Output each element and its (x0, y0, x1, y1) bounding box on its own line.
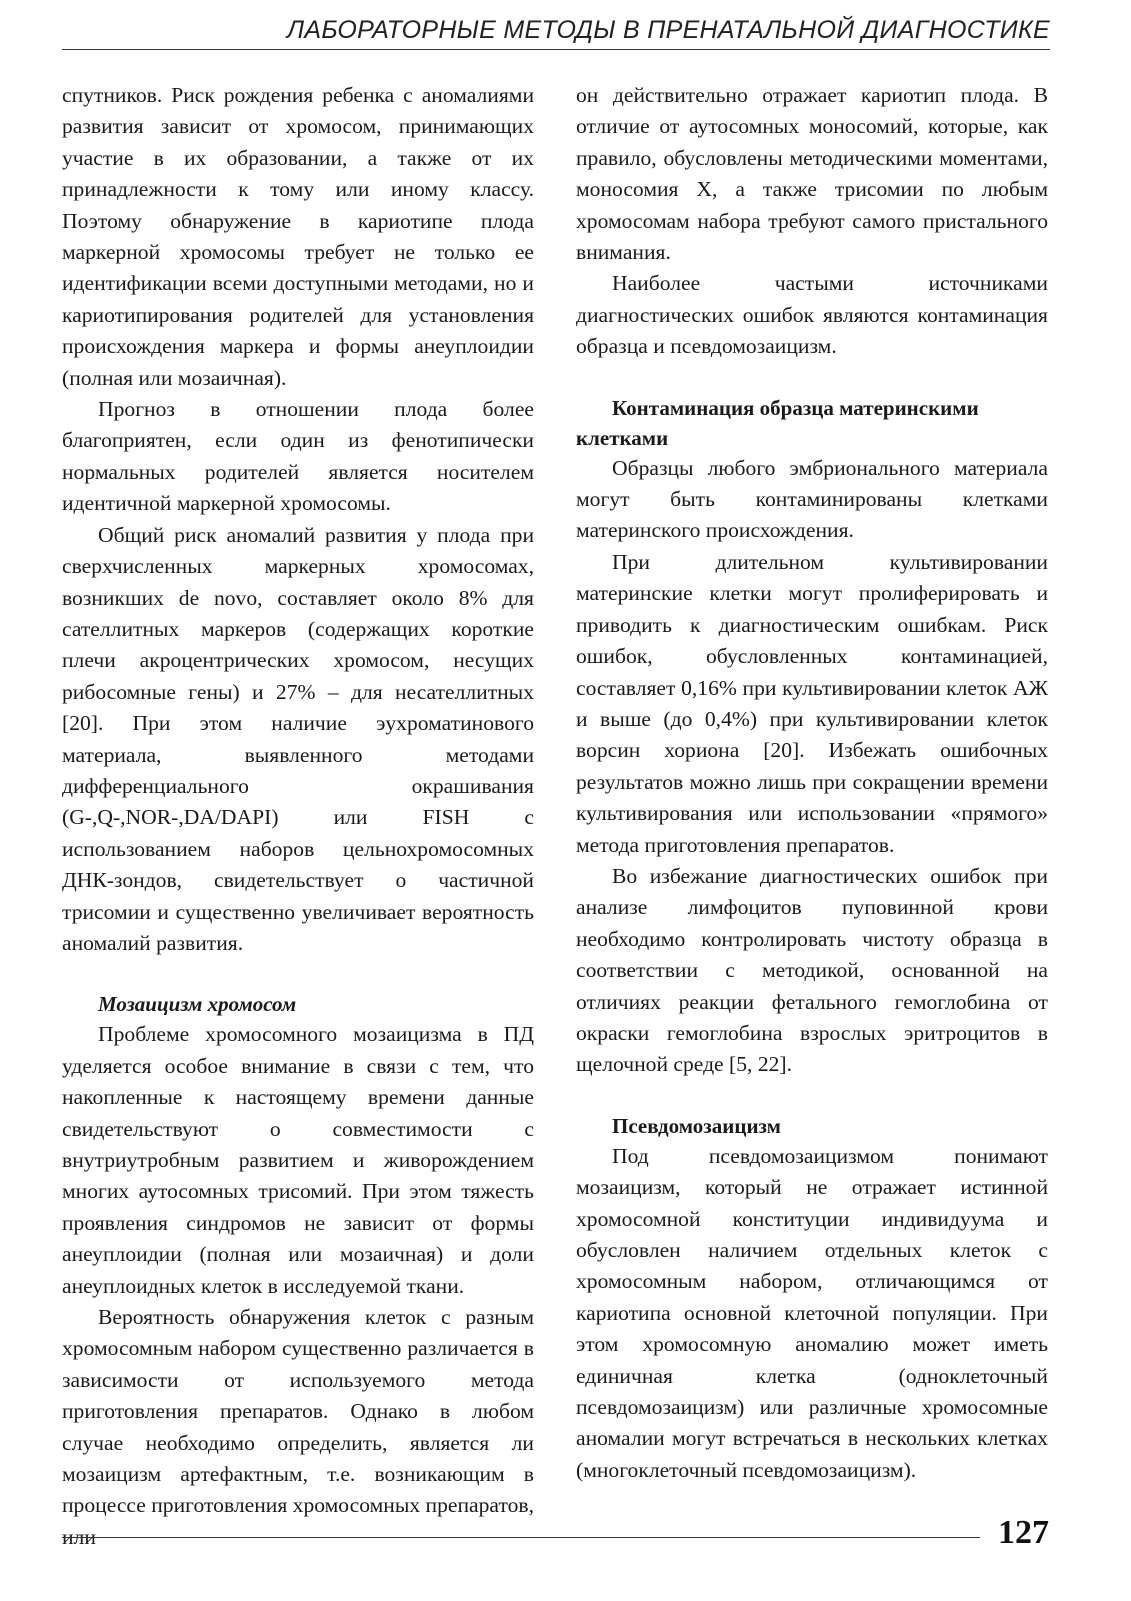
paragraph: он действительно отражает кариотип плода. В отличие от аутосомных моносомий, которые, как правило, обусловлены методическими моментами, моносомия X, а также трисомии по любым хромосомам набора требуют самого пристального внимания. (576, 83, 1048, 265)
paragraph: Под псевдомозаицизмом понимают мозаицизм, который не отражает истинной хромосомной конституции индивидуума и обусловлен наличием отдельных клеток с хромосомным набором, отличающимся от кариотипа основной клеточной популяции. При этом хромосомную аномалию может иметь единичная клетка (одноклеточный псевдомозаицизм) или различные хромосомные аномалии могут встречаться в нескольких клетках (многоклеточный псевдомозаицизм). (576, 1143, 1048, 1482)
paragraph: Во избежание диагностических ошибок при анализе лимфоцитов пуповинной крови необходимо контролировать чистоту образца в соответствии с методикой, основанной на отличиях реакции фетального гемоглобина от окраски гемоглобина взрослых эритроцитов в щелочной среде [5, 22]. (576, 863, 1048, 1077)
right-column (576, 80, 1048, 1486)
section-heading-mosaicism: Мозаицизм хромосом (98, 992, 297, 1017)
spacer (576, 363, 1048, 393)
header-rule (62, 49, 1050, 50)
paragraph: Общий риск аномалий развития у плода при сверхчисленных маркерных хромосомах, возникших de novo, составляет около 8% для сателлитных маркеров (содержащих короткие плечи акроцентрических хромосом, несущих рибосомные гены) и 27% – для несателлитных [20]. При этом наличие эухроматинового материала, выявленного методами дифференциального окрашивания (G-,Q-,NOR-,DA/DAPI) или FISH с использованием наборов цельнохромосомных ДНК-зондов, свидетельствует о частичной трисомии и существенно увеличивает вероятность аномалий развития. (62, 522, 534, 955)
paragraph: При длительном культивировании материнские клетки могут пролиферировать и приводить к диагностическим ошибкам. Риск ошибок, обусловленных контаминацией, составляет 0,16% при культивировании клеток АЖ и выше (до 0,4%) при культивировании клеток ворсин хориона [20]. Избежать ошибочных результатов можно лишь при сокращении времени культивирования или использовании «прямого» метода приготовления препаратов. (576, 549, 1048, 857)
paragraph: Вероятность обнаружения клеток с разным хромосомным набором существенно различается в зависимости от используемого метода приготовления препаратов. Однако в любом случае необходимо определить, является ли мозаицизм артефактным, т.е. возникающим в процессе приготовления хромосомных препаратов, или (62, 1305, 534, 1549)
running-header (62, 14, 1050, 52)
spacer (576, 1081, 1048, 1111)
page-number: 127 (998, 1514, 1049, 1551)
paragraph: Проблеме хромосомного мозаицизма в ПД уделяется особое внимание в связи с тем, что накопленные к настоящему времени данные свидетельствуют о совместимости с внутриутробным развитием и живорождением многих аутосомных трисомий. При этом тяжесть проявления синдромов не зависит от формы анеуплоидии (полная или мозаичная) и доли анеуплоидных клеток в исследуемой ткани. (62, 1022, 534, 1298)
section-heading-pseudomosaicism: Псевдомозаицизм (612, 1113, 781, 1138)
section-heading-contamination: Контаминация образца материнскими клетками (576, 395, 979, 450)
running-header-title: ЛАБОРАТОРНЫЕ МЕТОДЫ В ПРЕНАТАЛЬНОЙ ДИАГНОСТИКЕ (286, 16, 1050, 44)
paragraph: Прогноз в отношении плода более благоприятен, если один из фенотипически нормальных родителей является носителем идентичной маркерной хромосомы. (62, 397, 534, 516)
paragraph: Образцы любого эмбрионального материала могут быть контаминированы клетками материнского происхождения. (576, 455, 1048, 543)
left-column (62, 80, 534, 1553)
footer-rule (62, 1537, 980, 1538)
paragraph: спутников. Риск рождения ребенка с аномалиями развития зависит от хромосом, принимающих участие в их образовании, а также от их принадлежности к тому или иному классу. Поэтому обнаружение в кариотипе плода маркерной хромосомы требует не только ее идентификации всеми доступными методами, но и кариотипирования родителей для установления происхождения маркера и формы анеуплоидии (полная или мозаичная). (62, 83, 534, 390)
paragraph: Наиболее частыми источниками диагностических ошибок являются контаминация образца и псевдомозаицизм. (576, 271, 1048, 359)
spacer (62, 959, 534, 989)
